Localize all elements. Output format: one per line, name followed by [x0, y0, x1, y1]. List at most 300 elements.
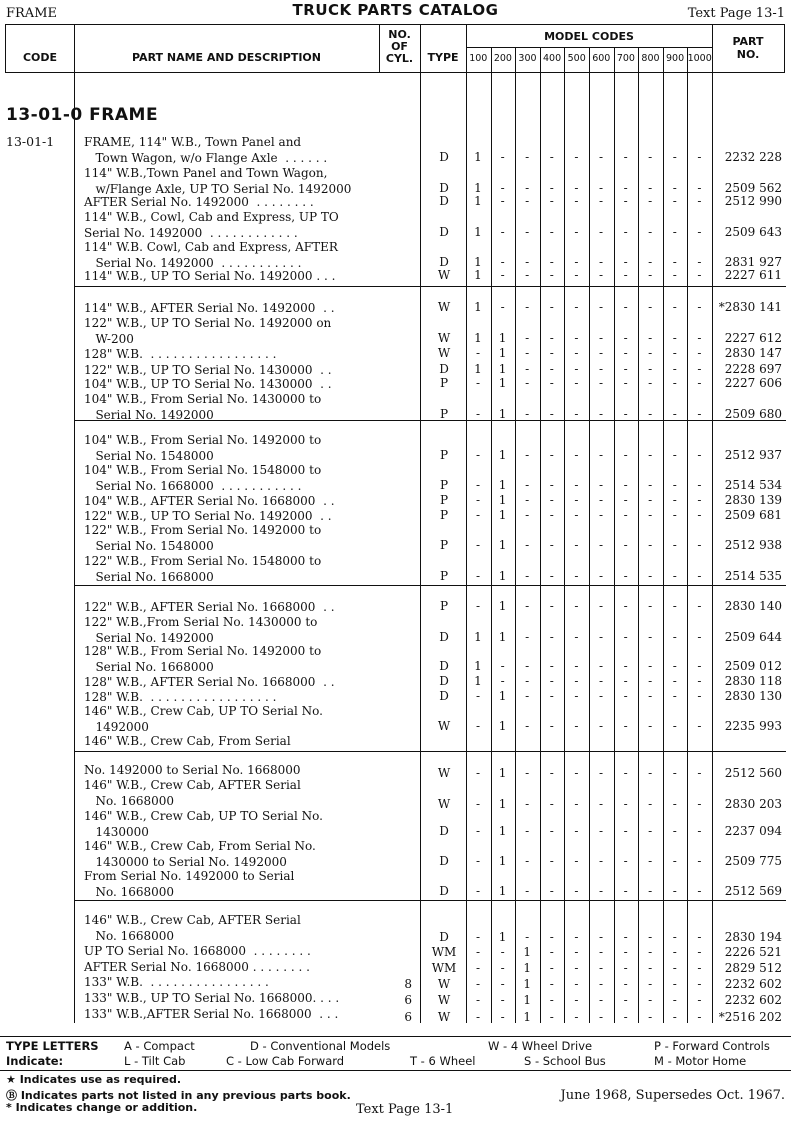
part-description: 114" W.B.,Town Panel and Town Wagon, w/Flange Axle, UP TO Serial No. 1492000: [84, 166, 352, 196]
model-code-300: 300: [518, 53, 537, 64]
model-quantity: -: [475, 824, 481, 838]
model-quantity: -: [574, 225, 579, 239]
model-quantity: -: [648, 255, 653, 269]
model-quantity: -: [549, 255, 554, 269]
part-description: 146" W.B., Crew Cab, UP TO Serial No. 1492000: [84, 704, 323, 734]
part-description: 128" W.B. . . . . . . . . . . . . . . . . .: [84, 690, 277, 704]
model-quantity: -: [500, 659, 505, 673]
model-quantity: -: [697, 255, 702, 269]
model-quantity: -: [525, 854, 530, 868]
model-quantity: -: [623, 1010, 628, 1024]
part-description: 146" W.B., Crew Cab, UP TO Serial No. 1430000: [84, 809, 323, 839]
part-description: 128" W.B., AFTER Serial No. 1668000 . .: [84, 675, 335, 689]
indicate-label: Indicate:: [6, 1054, 64, 1068]
model-quantity: -: [574, 376, 579, 390]
model-quantity: 1: [498, 797, 507, 811]
part-description: 133" W.B. . . . . . . . . . . . . . . . .: [84, 975, 269, 989]
model-quantity: -: [648, 569, 653, 583]
model-quantity: -: [549, 194, 554, 208]
model-quantity: -: [623, 508, 628, 522]
model-quantity: -: [525, 884, 530, 898]
model-quantity: -: [697, 331, 702, 345]
model-quantity: -: [475, 493, 481, 507]
model-quantity: -: [475, 508, 481, 522]
col-cylinders: NO. OF CYL.: [385, 28, 414, 65]
part-description: 114" W.B., Cowl, Cab and Express, UP TO Serial No. 1492000 . . . . . . . . . . . .: [84, 210, 339, 240]
model-quantity: -: [525, 331, 530, 345]
model-quantity: -: [623, 362, 628, 376]
model-code-600: 600: [592, 53, 611, 64]
model-quantity: -: [623, 268, 628, 282]
footer-date: June 1968, Supersedes Oct. 1967.: [560, 1088, 785, 1103]
model-quantity: -: [549, 977, 554, 991]
model-quantity: 1: [498, 766, 507, 780]
model-quantity: -: [648, 824, 653, 838]
part-description: 122" W.B., From Serial No. 1492000 to Serial No. 1548000: [84, 523, 322, 553]
part-description: 133" W.B.,AFTER Serial No. 1668000 . . .: [84, 1007, 339, 1021]
model-quantity: -: [500, 300, 505, 314]
model-quantity: 1: [474, 268, 482, 282]
part-number: 2227 611: [724, 268, 782, 282]
model-quantity: -: [574, 181, 579, 195]
model-quantity: -: [574, 945, 579, 959]
part-number: 2512 938: [724, 538, 782, 552]
model-quantity: -: [475, 719, 481, 733]
part-number: 2509 680: [724, 407, 782, 421]
model-quantity: -: [697, 977, 702, 991]
type-code: WM: [431, 945, 457, 959]
model-quantity: 1: [498, 407, 507, 421]
model-quantity: -: [500, 255, 505, 269]
model-quantity: -: [574, 689, 579, 703]
model-quantity: -: [475, 448, 481, 462]
model-quantity: -: [623, 993, 628, 1007]
model-quantity: 1: [498, 854, 507, 868]
model-quantity: -: [598, 331, 604, 345]
model-quantity: -: [672, 362, 677, 376]
part-number: 2829 512: [724, 961, 782, 975]
model-quantity: -: [574, 930, 579, 944]
model-quantity: -: [475, 977, 481, 991]
model-quantity: 1: [498, 569, 507, 583]
model-quantity: -: [648, 362, 653, 376]
model-quantity: -: [623, 300, 628, 314]
model-quantity: -: [697, 930, 702, 944]
part-description: FRAME, 114" W.B., Town Panel and Town Wagon, w/o Flange Axle . . . . . .: [84, 135, 328, 165]
model-quantity: 1: [498, 331, 507, 345]
model-quantity: -: [697, 599, 702, 613]
model-quantity: -: [549, 993, 554, 1007]
model-quantity: -: [672, 150, 677, 164]
model-quantity: -: [623, 719, 628, 733]
model-quantity: -: [598, 993, 604, 1007]
model-quantity: -: [549, 659, 554, 673]
model-quantity: -: [598, 599, 604, 613]
model-quantity: -: [672, 346, 677, 360]
model-quantity: -: [623, 181, 628, 195]
model-quantity: 1: [498, 493, 507, 507]
model-quantity: -: [697, 719, 702, 733]
model-quantity: -: [549, 719, 554, 733]
model-quantity: -: [672, 930, 677, 944]
model-code-100: 100: [469, 53, 488, 64]
model-quantity: 1: [498, 630, 507, 644]
type-code: P: [439, 599, 449, 613]
part-description: 114" W.B., UP TO Serial No. 1492000 . . .: [84, 269, 336, 283]
part-description: 104" W.B., From Serial No. 1548000 to Serial No. 1668000 . . . . . . . . . . .: [84, 463, 322, 493]
part-description: 104" W.B., From Serial No. 1492000 to Serial No. 1548000: [84, 433, 322, 463]
model-quantity: -: [574, 854, 579, 868]
model-quantity: -: [697, 346, 702, 360]
model-quantity: -: [500, 181, 505, 195]
model-quantity: -: [623, 225, 628, 239]
model-quantity: -: [672, 854, 677, 868]
model-quantity: -: [623, 945, 628, 959]
model-quantity: -: [598, 1010, 604, 1024]
model-quantity: 1: [498, 362, 507, 376]
model-quantity: -: [525, 225, 530, 239]
model-quantity: -: [598, 255, 604, 269]
model-quantity: 1: [474, 194, 482, 208]
model-quantity: 1: [474, 150, 482, 164]
model-quantity: -: [574, 538, 579, 552]
model-code-400: 400: [543, 53, 562, 64]
model-quantity: -: [697, 630, 702, 644]
model-quantity: -: [475, 407, 481, 421]
model-quantity: -: [672, 993, 677, 1007]
type-code: P: [439, 448, 449, 462]
model-quantity: -: [574, 346, 579, 360]
model-quantity: -: [648, 407, 653, 421]
model-quantity: -: [697, 766, 702, 780]
model-quantity: -: [623, 884, 628, 898]
model-quantity: -: [475, 930, 481, 944]
model-quantity: -: [549, 689, 554, 703]
model-quantity: -: [549, 181, 554, 195]
model-quantity: -: [525, 659, 530, 673]
model-quantity: -: [648, 961, 653, 975]
section-title: 13-01-0 FRAME: [6, 105, 159, 125]
part-number: 2226 521: [724, 945, 782, 959]
model-quantity: -: [697, 194, 702, 208]
cylinder-count: 6: [404, 993, 412, 1007]
legend-school-bus: S - School Bus: [524, 1054, 606, 1068]
model-quantity: 1: [498, 508, 507, 522]
model-quantity: -: [525, 255, 530, 269]
type-code: W: [437, 331, 451, 345]
model-quantity: -: [598, 181, 604, 195]
cylinder-count: 8: [404, 977, 412, 991]
model-quantity: -: [475, 1010, 481, 1024]
model-quantity: -: [475, 538, 481, 552]
part-number: *2516 202: [718, 1010, 782, 1024]
model-quantity: -: [672, 331, 677, 345]
part-number: 2509 775: [724, 854, 782, 868]
part-description: 104" W.B., UP TO Serial No. 1430000 . .: [84, 377, 332, 391]
model-quantity: -: [525, 719, 530, 733]
model-quantity: -: [549, 538, 554, 552]
model-quantity: -: [648, 508, 653, 522]
model-quantity: -: [623, 854, 628, 868]
model-quantity: -: [574, 961, 579, 975]
legend-compact: A - Compact: [124, 1039, 195, 1053]
legend-6-wheel: T - 6 Wheel: [410, 1054, 476, 1068]
model-quantity: -: [697, 824, 702, 838]
model-quantity: -: [549, 478, 554, 492]
model-quantity: -: [525, 268, 530, 282]
model-quantity: -: [598, 493, 604, 507]
model-quantity: -: [574, 150, 579, 164]
col-model-codes: MODEL CODES: [544, 30, 634, 43]
model-quantity: -: [574, 884, 579, 898]
model-quantity: 1: [498, 689, 507, 703]
part-number: 2830 118: [724, 674, 782, 688]
model-quantity: -: [475, 569, 481, 583]
model-quantity: -: [672, 225, 677, 239]
legend-forward-controls: P - Forward Controls: [654, 1039, 770, 1053]
model-quantity: -: [549, 674, 554, 688]
model-quantity: -: [598, 961, 604, 975]
model-quantity: 1: [474, 225, 482, 239]
model-quantity: -: [697, 478, 702, 492]
model-quantity: -: [525, 569, 530, 583]
model-quantity: 1: [474, 181, 482, 195]
model-quantity: -: [598, 569, 604, 583]
part-description: AFTER Serial No. 1668000 . . . . . . . .: [84, 960, 310, 974]
model-quantity: -: [500, 674, 505, 688]
model-quantity: -: [525, 362, 530, 376]
model-quantity: -: [623, 150, 628, 164]
model-quantity: -: [475, 797, 481, 811]
model-quantity: -: [672, 884, 677, 898]
type-code: W: [437, 766, 451, 780]
part-number: *2830 141: [718, 300, 782, 314]
model-quantity: -: [648, 930, 653, 944]
running-header-section: FRAME: [6, 6, 57, 21]
model-quantity: -: [672, 674, 677, 688]
model-quantity: -: [648, 689, 653, 703]
legend-4wd: W - 4 Wheel Drive: [488, 1039, 593, 1053]
model-quantity: 1: [498, 824, 507, 838]
model-quantity: -: [525, 630, 530, 644]
model-quantity: -: [623, 797, 628, 811]
model-quantity: -: [672, 478, 677, 492]
model-quantity: -: [574, 478, 579, 492]
model-quantity: -: [648, 538, 653, 552]
model-quantity: -: [500, 945, 505, 959]
model-quantity: -: [525, 797, 530, 811]
legend-conventional: D - Conventional Models: [250, 1039, 391, 1053]
model-quantity: -: [549, 930, 554, 944]
model-quantity: -: [623, 538, 628, 552]
model-quantity: -: [475, 478, 481, 492]
model-quantity: -: [697, 993, 702, 1007]
model-quantity: -: [598, 300, 604, 314]
type-code: W: [437, 1010, 451, 1024]
model-quantity: -: [525, 930, 530, 944]
type-code: P: [439, 569, 449, 583]
part-description: 122" W.B., UP TO Serial No. 1430000 . .: [84, 363, 332, 377]
model-quantity: 1: [498, 930, 507, 944]
model-quantity: -: [648, 493, 653, 507]
model-quantity: -: [648, 977, 653, 991]
model-quantity: -: [623, 478, 628, 492]
model-quantity: -: [574, 448, 579, 462]
model-quantity: -: [672, 569, 677, 583]
model-quantity: -: [697, 1010, 702, 1024]
model-quantity: -: [648, 181, 653, 195]
model-quantity: -: [672, 181, 677, 195]
part-number: 2512 569: [724, 884, 782, 898]
part-number: 2512 560: [724, 766, 782, 780]
model-quantity: -: [475, 599, 481, 613]
model-quantity: -: [549, 376, 554, 390]
model-quantity: -: [697, 569, 702, 583]
model-quantity: -: [549, 1010, 554, 1024]
type-code: D: [439, 630, 449, 644]
model-quantity: -: [598, 194, 604, 208]
part-number: 2831 927: [724, 255, 782, 269]
model-code-500: 500: [567, 53, 586, 64]
model-quantity: -: [475, 945, 481, 959]
model-quantity: -: [623, 331, 628, 345]
model-quantity: 1: [523, 1010, 531, 1024]
model-quantity: -: [672, 300, 677, 314]
type-code: W: [437, 719, 451, 733]
model-quantity: -: [623, 930, 628, 944]
model-quantity: -: [549, 225, 554, 239]
part-number: 2514 535: [724, 569, 782, 583]
model-quantity: -: [672, 961, 677, 975]
part-number: 2232 602: [724, 977, 782, 991]
model-quantity: -: [623, 659, 628, 673]
model-quantity: 1: [474, 300, 482, 314]
part-description: 122" W.B., UP TO Serial No. 1492000 . .: [84, 509, 332, 523]
model-quantity: -: [574, 255, 579, 269]
model-quantity: -: [549, 407, 554, 421]
legend-tilt-cab: L - Tilt Cab: [124, 1054, 186, 1068]
model-quantity: -: [549, 854, 554, 868]
model-quantity: -: [648, 854, 653, 868]
footer-page-reference: Text Page 13-1: [356, 1102, 454, 1117]
part-description: 146" W.B., Crew Cab, AFTER Serial No. 1668000: [84, 913, 301, 943]
model-quantity: 1: [523, 977, 531, 991]
model-quantity: -: [697, 659, 702, 673]
part-number: 2830 203: [724, 797, 782, 811]
model-quantity: -: [648, 1010, 653, 1024]
model-quantity: -: [648, 150, 653, 164]
model-quantity: -: [525, 478, 530, 492]
cylinder-count: 6: [404, 1010, 412, 1024]
model-code-900: 900: [666, 53, 685, 64]
model-quantity: -: [574, 766, 579, 780]
model-quantity: -: [648, 945, 653, 959]
model-quantity: 1: [474, 659, 482, 673]
model-quantity: -: [623, 977, 628, 991]
model-quantity: -: [623, 493, 628, 507]
model-quantity: -: [623, 674, 628, 688]
col-part-no: PART NO.: [732, 35, 764, 61]
legend-low-cab: C - Low Cab Forward: [226, 1054, 345, 1068]
part-description: 146" W.B., Crew Cab, AFTER Serial No. 1668000: [84, 778, 301, 808]
part-description: 122" W.B.,From Serial No. 1430000 to Serial No. 1492000: [84, 615, 318, 645]
part-description: No. 1492000 to Serial No. 1668000: [84, 763, 301, 777]
model-quantity: -: [475, 376, 481, 390]
model-quantity: -: [697, 376, 702, 390]
model-quantity: -: [574, 268, 579, 282]
model-code-700: 700: [616, 53, 635, 64]
model-quantity: -: [574, 407, 579, 421]
model-quantity: -: [475, 884, 481, 898]
model-quantity: -: [672, 508, 677, 522]
part-number: 2512 990: [724, 194, 782, 208]
part-description: 122" W.B., From Serial No. 1548000 to Serial No. 1668000: [84, 554, 322, 584]
model-quantity: -: [648, 194, 653, 208]
model-quantity: -: [672, 538, 677, 552]
part-number: 2232 602: [724, 993, 782, 1007]
part-description: 128" W.B., From Serial No. 1492000 to Serial No. 1668000: [84, 644, 322, 674]
model-quantity: -: [672, 493, 677, 507]
model-quantity: 1: [523, 961, 531, 975]
type-code: W: [437, 346, 451, 360]
model-quantity: -: [574, 797, 579, 811]
model-quantity: -: [574, 508, 579, 522]
model-quantity: -: [648, 300, 653, 314]
model-quantity: -: [525, 689, 530, 703]
model-quantity: -: [697, 448, 702, 462]
model-quantity: -: [648, 331, 653, 345]
model-quantity: -: [574, 659, 579, 673]
part-description: 122" W.B., AFTER Serial No. 1668000 . .: [84, 600, 335, 614]
model-quantity: -: [598, 448, 604, 462]
type-code: W: [437, 993, 451, 1007]
model-quantity: -: [648, 674, 653, 688]
model-quantity: -: [525, 150, 530, 164]
model-quantity: -: [697, 300, 702, 314]
model-quantity: -: [648, 630, 653, 644]
type-code: P: [439, 478, 449, 492]
model-quantity: -: [574, 630, 579, 644]
type-code: D: [439, 930, 449, 944]
model-quantity: -: [574, 977, 579, 991]
model-quantity: -: [574, 493, 579, 507]
model-quantity: -: [598, 478, 604, 492]
model-quantity: -: [697, 689, 702, 703]
part-number: 2235 993: [724, 719, 782, 733]
type-code: D: [439, 884, 449, 898]
model-quantity: -: [623, 961, 628, 975]
type-letters-label: TYPE LETTERS: [6, 1039, 99, 1053]
model-quantity: -: [549, 824, 554, 838]
model-quantity: -: [475, 961, 481, 975]
model-quantity: -: [598, 719, 604, 733]
model-quantity: -: [475, 346, 481, 360]
model-quantity: -: [525, 407, 530, 421]
part-number: 2830 147: [724, 346, 782, 360]
part-number: 2509 643: [724, 225, 782, 239]
model-quantity: 1: [474, 331, 482, 345]
model-quantity: -: [623, 376, 628, 390]
model-quantity: -: [574, 362, 579, 376]
model-quantity: -: [549, 945, 554, 959]
type-code: D: [439, 255, 449, 269]
model-quantity: -: [697, 674, 702, 688]
model-quantity: -: [623, 194, 628, 208]
part-number: 2830 194: [724, 930, 782, 944]
model-quantity: -: [598, 346, 604, 360]
model-quantity: -: [574, 599, 579, 613]
model-quantity: -: [697, 407, 702, 421]
